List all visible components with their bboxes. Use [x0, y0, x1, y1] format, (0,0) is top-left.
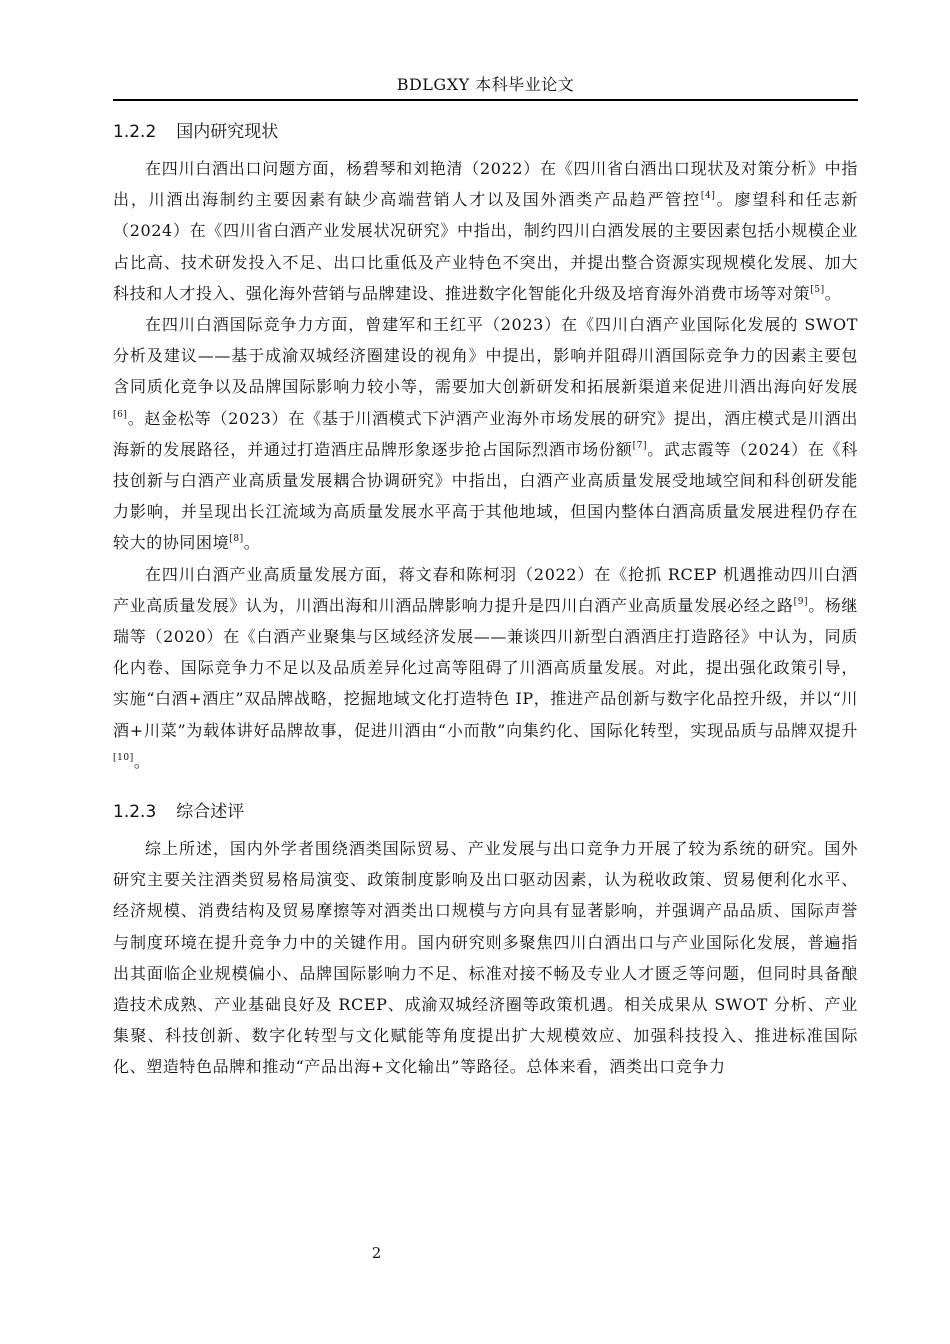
section-heading-1-2-3 [113, 795, 858, 829]
paragraph-text: 。 [243, 533, 261, 553]
paragraph-text: 。武志霞等（2024）在《科技创新与白酒产业高质量发展耦合协调研究》中指出，白酒产业高质量发展受地域空间和科创研发能力影响，并呈现出长江流域为高质量发展水平高于其他地域，但国内整体白酒高质量发展进程仍存在较大的协同困境 [113, 439, 858, 553]
section-number: 1.2.2 [113, 122, 157, 142]
header-rule [113, 99, 858, 101]
running-header: BDLGXY 本科毕业论文 [396, 75, 575, 94]
citation-ref: [7] [632, 440, 648, 451]
citation-ref: [5] [810, 284, 825, 295]
paragraph-text: 。 [133, 751, 151, 771]
paragraph-competitiveness [113, 309, 858, 559]
paragraph-export-problems [113, 153, 858, 309]
section-title: 综合述评 [176, 802, 245, 823]
paragraph-text: 在四川白酒产业高质量发展方面，蒋文春和陈柯羽（2022）在《抢抓 RCEP 机遇推动四川白酒产业高质量发展》认为，川酒出海和川酒品牌影响力提升是四川白酒产业高质量发展必经之路 [113, 564, 858, 615]
citation-ref: [10] [113, 752, 134, 763]
paragraph-high-quality-development [113, 559, 858, 777]
page-body [113, 115, 858, 1083]
citation-ref: [9] [793, 596, 809, 607]
paragraph-text: 在四川白酒出口问题方面，杨碧琴和刘艳清（2022）在《四川省白酒出口现状及对策分析》中指出，川酒出海制约主要因素有缺少高端营销人才以及国外酒类产品趋严管控 [113, 159, 858, 210]
paragraph-summary: 综上所述，国内外学者围绕酒类国际贸易、产业发展与出口竞争力开展了较为系统的研究。国外研究主要关注酒类贸易格局演变、政策制度影响及出口驱动因素，认为税收政策、贸易便利化水平、经济规模、消费结构及贸易摩擦等对酒类出口规模与方向具有显著影响，并强调产品品质、国际声誉与制度环境在提升竞争力中的关键作用。国内研究则多聚焦四川白酒出口与产业国际化发展，普遍指出其面临企业规模偏小、品牌国际影响力不足、标准对接不畅及专业人才匮乏等问题，但同时具备酿造技术成熟、产业基础良好及 RCEP、成渝双城经济圈等政策机遇。相关成果从 SWOT 分析、产业集聚、科技创新、数字化转型与文化赋能等角度提出扩大规模效应、加强科技投入、推进标准国际化、塑造特色品牌和推动“产品出海+文化输出”等路径。总体来看，酒类出口竞争力 [113, 839, 858, 1077]
citation-ref: [8] [229, 534, 244, 545]
paragraph-text: 。赵金松等（2023）在《基于川酒模式下泸酒产业海外市场发展的研究》提出，酒庄模式是川酒出海新的发展路径，并通过打造酒庄品牌形象逐步抢占国际烈酒市场份额 [113, 408, 858, 459]
citation-ref: [6] [113, 409, 128, 420]
page-number: 2 [371, 1244, 382, 1262]
paragraph-text: 。廖望科和任志新（2024）在《四川省白酒产业发展状况研究》中指出，制约四川白酒发展的主要因素包括小规模企业占比高、技术研发投入不足、出口比重低及产业特色不突出，并提出整合资源实现规模化发展、加大科技和人才投入、强化海外营销与品牌建设、推进数字化智能化升级及培育海外消费市场等对策 [113, 190, 858, 303]
paragraph-text: 。杨继瑞等（2020）在《白酒产业聚集与区域经济发展——兼谈四川新型白酒酒庄打造路径》中认为，同质化内卷、国际竞争力不足以及品质差异化过高等阻碍了川酒高质量发展。对此，提出强化政策引导，实施“白酒+酒庄”双品牌战略，挖掘地域文化打造特色 IP，推进产品创新与数字化品控升级，并以“川酒+川菜”为载体讲好品牌故事，促进川酒由“小而散”向集约化、国际化转型，实现品质与品牌双提升 [113, 595, 858, 740]
section-title: 国内研究现状 [176, 122, 279, 142]
section-number: 1.2.3 [113, 802, 157, 823]
paragraph-text: 在四川白酒国际竞争力方面，曾建军和王红平（2023）在《四川白酒产业国际化发展的 SWOT 分析及建议——基于成渝双城经济圈建设的视角》中提出，影响并阻碍川酒国际竞争力的因素主要包含同质化竞争以及品牌国际影响力较小等，需要加大创新研发和拓展新渠道来促进川酒出海向好发展 [113, 315, 858, 397]
paragraph-text: 。 [824, 283, 842, 303]
citation-ref: [4] [700, 191, 716, 202]
section-heading-1-2-2 [113, 115, 858, 149]
